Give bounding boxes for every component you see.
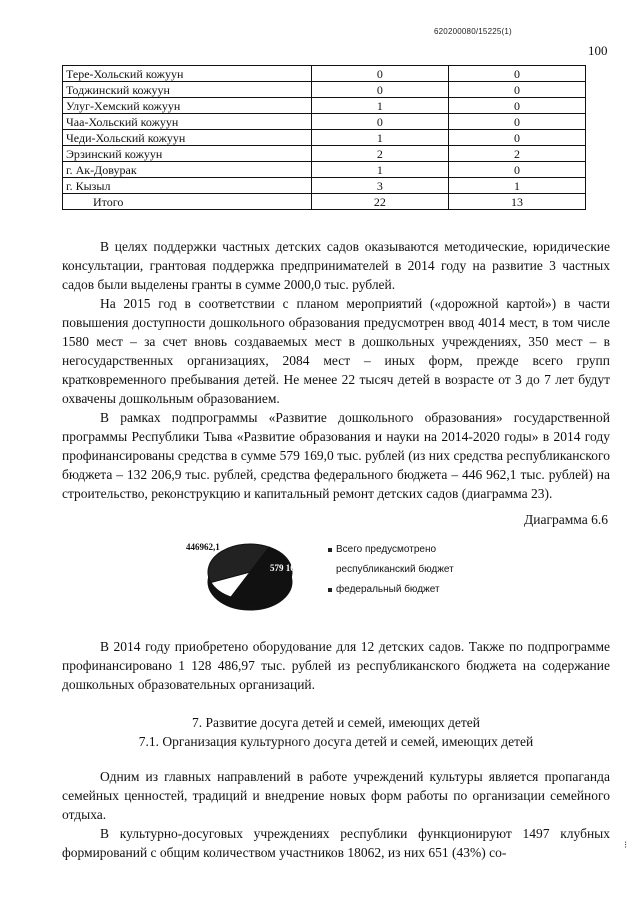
row-name-cell: Чаа-Хольский кожуун — [63, 114, 312, 130]
paragraph: В рамках подпрограммы «Развитие дошкольного образования» государственной программы Республики Тыва «Развитие образования и науки на 2014-2020 годы» в 2014 году профинансированы средства в сумме 579 169,0 тыс. рублей (из них средства республиканского бюджета – 132 206,9 тыс. рублей, средства федерального бюджета – 446 962,1 тыс. рублей) на строительство, реконструкцию и капитальный ремонт детских садов (диаграмма 23). — [62, 410, 610, 501]
legend-item — [328, 540, 454, 560]
paragraph: Одним из главных направлений в работе учреждений культуры является пропаганда семейных ценностей, традиций и внедрение новых форм работы по организации семейного отдыха. — [62, 769, 610, 822]
row-name-cell: Тере-Хольский кожуун — [63, 66, 312, 82]
subsection-heading: 7.1. Организация культурного досуга детей и семей, имеющих детей — [138, 734, 534, 749]
section-heading: 7. Развитие досуга детей и семей, имеющих детей — [191, 715, 481, 730]
legend-swatch — [328, 568, 332, 572]
table-row — [63, 66, 586, 82]
paragraph: В культурно-досуговых учреждениях республики функционируют 1497 клубных формирований с общим количеством участников 18062, из них 651 (43%) со- — [62, 826, 610, 860]
paragraph: В 2014 году приобретено оборудование для 12 детских садов. Также по подпрограмме профинансировано 1 128 486,97 тыс. рублей из республиканского бюджета на содержание дошкольных образовательных организаций. — [62, 639, 610, 692]
document-id: 620200080/15225(1) — [434, 27, 512, 36]
table-row — [63, 178, 586, 194]
margin-mark: ⁝ — [624, 840, 628, 851]
row-name-cell: Улуг-Хемский кожуун — [63, 98, 312, 114]
row-name-cell: Тоджинский кожуун — [63, 82, 312, 98]
text-block-funding — [62, 237, 610, 503]
value-cell-b: 0 — [448, 66, 585, 82]
pie-label-total: 579 169,00 — [270, 563, 311, 573]
value-cell-b: 1 — [448, 178, 585, 194]
value-cell-a: 22 — [311, 194, 448, 210]
value-cell-a: 2 — [311, 146, 448, 162]
value-cell-b: 13 — [448, 194, 585, 210]
legend-swatch — [328, 548, 332, 552]
value-cell-a: 1 — [311, 98, 448, 114]
pie-label-federal: 446962,1 — [186, 542, 220, 552]
value-cell-a: 0 — [311, 82, 448, 98]
diagram-caption: Диаграмма 6.6 — [524, 512, 608, 527]
value-cell-a: 0 — [311, 66, 448, 82]
row-name-cell: г. Ак-Довурак — [63, 162, 312, 178]
value-cell-b: 0 — [448, 130, 585, 146]
value-cell-b: 0 — [448, 114, 585, 130]
value-cell-a: 1 — [311, 130, 448, 146]
page-number: 100 — [588, 43, 608, 58]
value-cell-b: 0 — [448, 98, 585, 114]
legend-swatch — [328, 588, 332, 592]
table-row — [63, 114, 586, 130]
row-name-cell: Эрзинский кожуун — [63, 146, 312, 162]
text-block-culture — [62, 767, 610, 862]
table-row — [63, 194, 586, 210]
row-name-cell: Итого — [63, 194, 312, 210]
table-row — [63, 146, 586, 162]
table-row — [63, 162, 586, 178]
value-cell-a: 1 — [311, 162, 448, 178]
text-block-equipment — [62, 637, 610, 694]
row-name-cell: Чеди-Хольский кожуун — [63, 130, 312, 146]
legend-label: федеральный бюджет — [336, 584, 440, 595]
row-name-cell: г. Кызыл — [63, 178, 312, 194]
legend-label: Всего предусмотрено — [336, 544, 437, 555]
paragraph: В целях поддержки частных детских садов оказываются методические, юридические консультации, грантовая поддержка предпринимателей в 2014 году на развитие 3 частных садов были выделены гранты в сумме 2000,0 тыс. рублей. — [62, 239, 610, 292]
legend-label: республиканский бюджет — [336, 564, 454, 575]
value-cell-b: 0 — [448, 162, 585, 178]
legend-item — [328, 580, 454, 600]
paragraph: На 2015 год в соответствии с планом мероприятий («дорожной картой») в части повышения доступности дошкольного образования предусмотрен ввод 4014 мест, в том числе 1580 мест – за счет вновь создаваемых мест в дошкольных учреждениях, 350 мест – в негосударственных организациях, 2084 мест – иных форм, прежде всего групп кратковременного пребывания детей. Не менее 22 тысяч детей в возрасте от 3 до 7 лет будут охвачены дошкольным образованием. — [62, 296, 610, 406]
legend-item — [328, 560, 454, 580]
value-cell-b: 2 — [448, 146, 585, 162]
chart-legend — [328, 540, 454, 600]
table-row — [63, 82, 586, 98]
municipality-table — [62, 65, 586, 210]
table-row — [63, 98, 586, 114]
value-cell-a: 3 — [311, 178, 448, 194]
table-row — [63, 130, 586, 146]
pie-label-republic: 132206,9 — [236, 599, 270, 609]
value-cell-a: 0 — [311, 114, 448, 130]
pie-chart — [178, 538, 323, 623]
value-cell-b: 0 — [448, 82, 585, 98]
